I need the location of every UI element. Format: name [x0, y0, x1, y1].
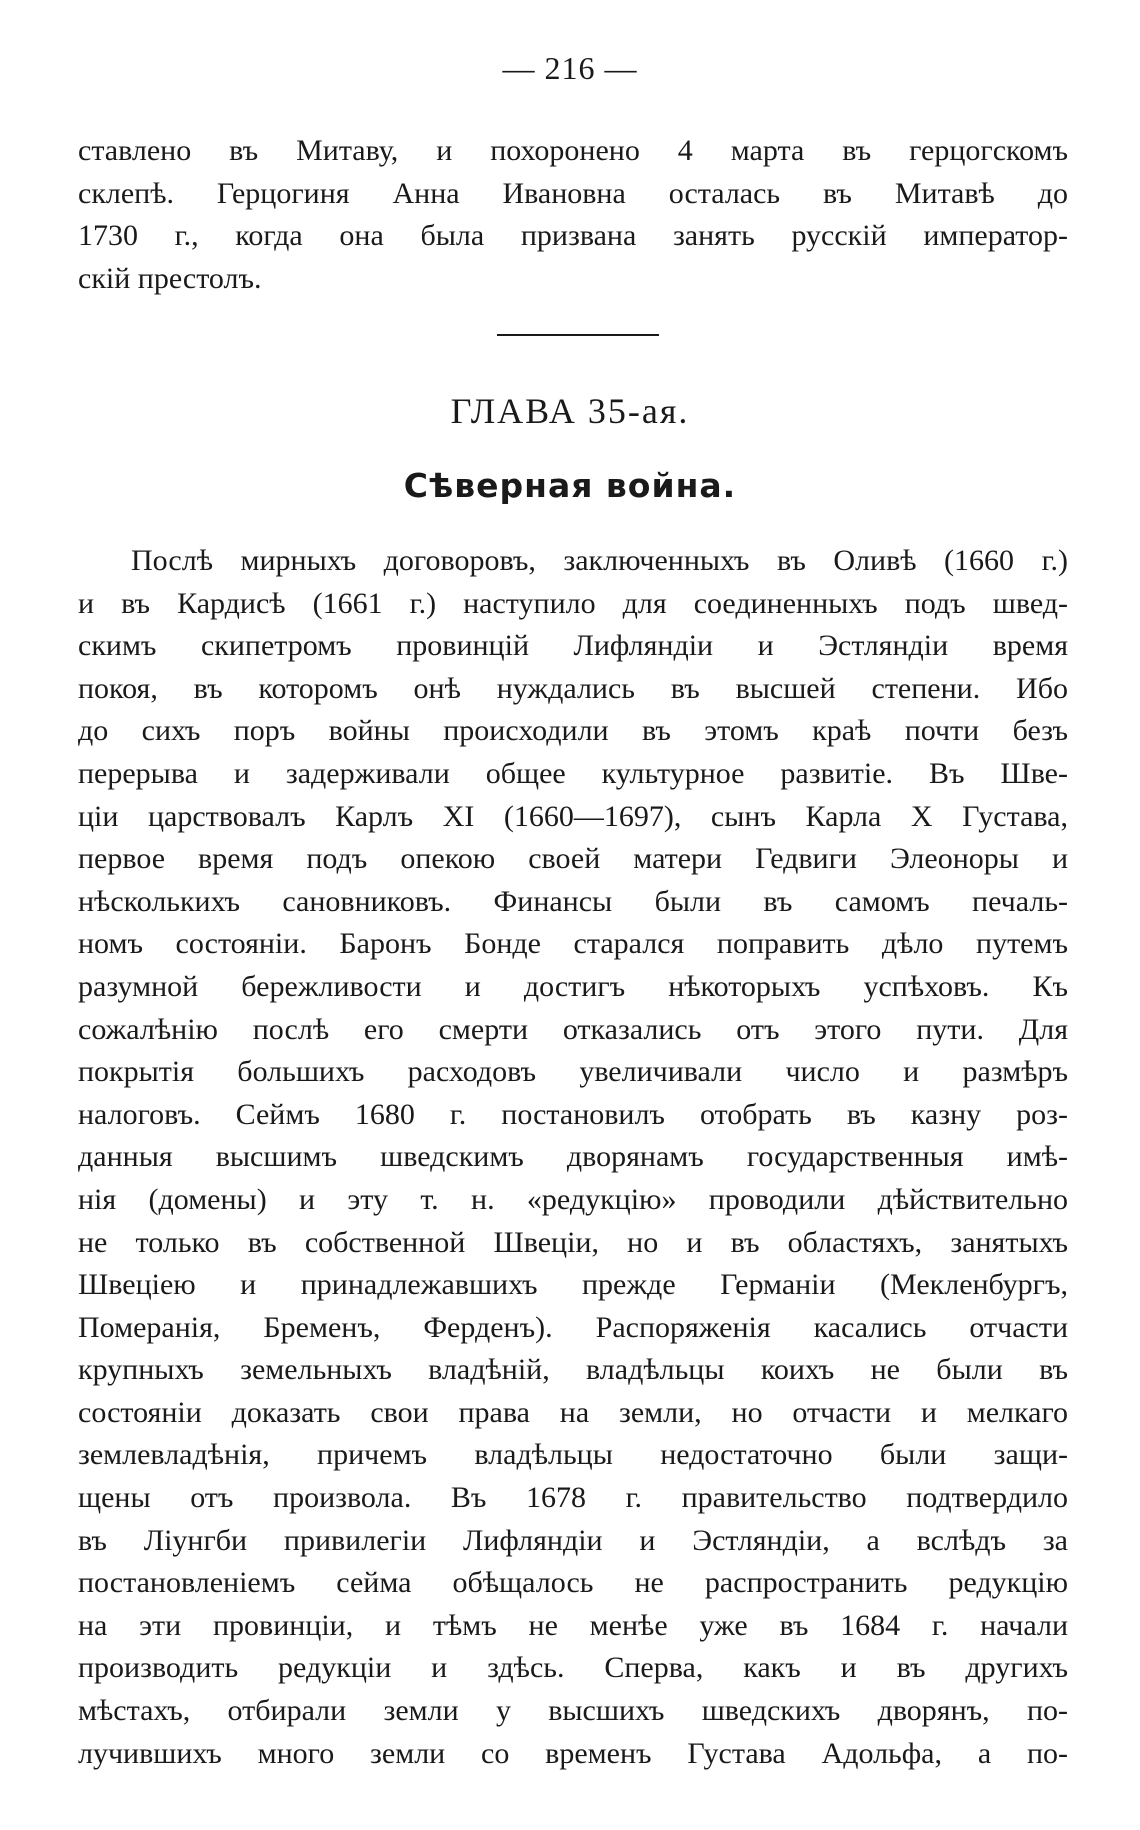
- text-line: лучившихъ много земли со временъ Густава Адольфа, а по-: [78, 1736, 1068, 1770]
- text-line: ціи царствовалъ Карлъ XI (1660—1697), сынъ Карла X Густава,: [78, 799, 1068, 833]
- text-line: землевладѣнія, причемъ владѣльцы недостаточно были защи-: [78, 1438, 1068, 1472]
- section-separator: [497, 334, 659, 336]
- text-line: номъ состояніи. Баронъ Бонде старался поправить дѣло путемъ: [78, 927, 1068, 961]
- text-line: сожалѣнію послѣ его смерти отказались отъ этого пути. Для: [78, 1012, 1068, 1046]
- text-line: скій престолъ.: [78, 261, 262, 295]
- text-line: щены отъ произвола. Въ 1678 г. правительство подтвердило: [78, 1481, 1068, 1515]
- text-line: Послѣ мирныхъ договоровъ, заключенныхъ въ Оливѣ (1660 г.): [131, 544, 1068, 577]
- text-line: постановленіемъ сейма обѣщалось не распространить редукцію: [78, 1566, 1068, 1600]
- text-line: въ Ліунгби привилегіи Лифляндіи и Эстляндіи, а вслѣдъ за: [78, 1523, 1068, 1557]
- text-line: данныя высшимъ шведскимъ дворянамъ государственныя имѣ-: [78, 1140, 1068, 1174]
- page-number: — 216 —: [502, 50, 638, 86]
- chapter-heading: ГЛАВА 35-ая.: [450, 391, 690, 431]
- text-line: на эти провинціи, и тѣмъ не менѣе уже въ 1684 г. начали: [78, 1608, 1068, 1642]
- text-line: нѣсколькихъ сановниковъ. Финансы были въ самомъ печаль-: [78, 884, 1068, 918]
- text-line: ставлено въ Митаву, и похоронено 4 марта въ герцогскомъ: [78, 134, 1068, 167]
- text-line: склепѣ. Герцогиня Анна Ивановна осталась въ Митавѣ до: [78, 176, 1068, 210]
- text-line: состояніи доказать свои права на земли, но отчасти и мелкаго: [78, 1395, 1068, 1429]
- chapter-title: Сѣверная война.: [403, 466, 737, 505]
- top-paragraph: [78, 130, 1068, 300]
- text-line: покрытія большихъ расходовъ увеличивали число и размѣръ: [78, 1055, 1068, 1089]
- text-line: нія (домены) и эту т. н. «редукцію» проводили дѣйствительно: [78, 1182, 1068, 1216]
- text-line: налоговъ. Сеймъ 1680 г. постановилъ отобрать въ казну роз-: [78, 1097, 1068, 1131]
- text-line: крупныхъ земельныхъ владѣній, владѣльцы коихъ не были въ: [78, 1353, 1068, 1387]
- text-line: разумной бережливости и достигъ нѣкоторыхъ успѣховъ. Къ: [78, 969, 1068, 1003]
- text-line: скимъ скипетромъ провинцій Лифляндіи и Эстляндіи время: [78, 629, 1068, 663]
- main-paragraph: [78, 540, 1068, 1775]
- text-line: производить редукціи и здѣсь. Сперва, какъ и въ другихъ: [78, 1651, 1068, 1685]
- text-line: до сихъ поръ войны происходили въ этомъ краѣ почти безъ: [78, 714, 1068, 748]
- text-line: Померанія, Бременъ, Ферденъ). Распоряженія касались отчасти: [78, 1310, 1068, 1344]
- text-line: первое время подъ опекою своей матери Гедвиги Элеоноры и: [78, 842, 1068, 876]
- text-line: не только въ собственной Швеціи, но и въ областяхъ, занятыхъ: [78, 1225, 1068, 1259]
- text-line: Швеціею и принадлежавшихъ прежде Германіи (Мекленбургъ,: [78, 1268, 1068, 1302]
- text-line: мѣстахъ, отбирали земли у высшихъ шведскихъ дворянъ, по-: [78, 1694, 1068, 1728]
- text-line: покоя, въ которомъ онѣ нуждались въ высшей степени. Ибо: [78, 671, 1068, 705]
- text-line: и въ Кардисѣ (1661 г.) наступило для соединенныхъ подъ швед-: [78, 586, 1068, 620]
- text-line: 1730 г., когда она была призвана занять русскій император-: [78, 219, 1068, 253]
- text-line: перерыва и задерживали общее культурное развитіе. Въ Шве-: [78, 756, 1068, 790]
